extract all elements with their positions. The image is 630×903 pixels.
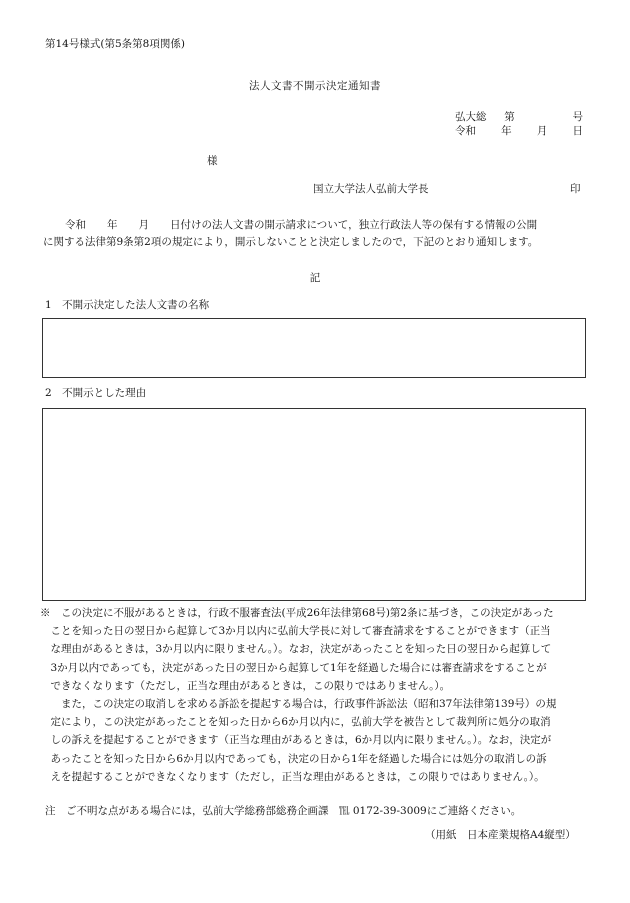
note-line: できなくなります（ただし，正当な理由があるときは，この限りではありません。）。 xyxy=(40,679,451,692)
seal-mark: 印 xyxy=(570,183,581,195)
date-day: 日 xyxy=(572,125,583,137)
doc-number-dai: 第 xyxy=(504,111,515,123)
note-line: また，この決定の取消しを求める訴訟を提起する場合は，行政事件訴訟法（昭和37年法律第139号）の規 xyxy=(40,698,557,711)
note-line: あったことを知った日から6か月以内であっても，決定の日から1年を経過した場合には処分の取消しの訴 xyxy=(40,752,547,765)
section1-heading: 1 不開示決定した法人文書の名称 xyxy=(45,299,210,311)
note-line: 定により，この決定があったことを知った日から6か月以内に，弘前大学を被告として裁判所に処分の取消 xyxy=(40,716,551,729)
recipient-suffix: 様 xyxy=(207,155,218,167)
notice-body xyxy=(43,217,591,251)
sender-name: 国立大学法人弘前大学長 xyxy=(313,183,429,195)
section2-heading: 2 不開示とした理由 xyxy=(45,387,147,399)
doc-number-prefix: 弘大総 xyxy=(455,111,487,123)
form-number: 第14号様式(第5条第8項関係) xyxy=(45,38,185,50)
document-name-box[interactable] xyxy=(42,318,586,378)
date-row xyxy=(455,125,583,139)
date-month: 月 xyxy=(536,125,548,137)
appeal-notes xyxy=(40,604,592,786)
date-era: 令和 xyxy=(455,125,476,137)
body-line: 令和 年 月 日付けの法人文書の開示請求について，独立行政法人等の保有する情報の公開 xyxy=(65,219,538,231)
note-line: えを提起することができなくなります（ただし，正当な理由があるときは，この限りではありません。）。 xyxy=(40,770,545,783)
note-line: ※ この決定に不服があるときは，行政不服審査法(平成26年法律第68号)第2条に基づき，この決定があった xyxy=(40,607,554,619)
contact-footnote: 注 ご不明な点がある場合には，弘前大学総務部総務企画課 ℡ 0172-39-3009にご連絡ください。 xyxy=(45,805,522,817)
note-line: しの訴えを提起することができます（正当な理由があるときは，6か月以内に限りません。）。なお，決定が xyxy=(40,734,552,747)
paper-size-note: （用紙 日本産業規格A4縦型） xyxy=(425,829,576,841)
note-line: ことを知った日の翌日から起算して3か月以内に弘前大学長に対して審査請求をすることができます（正当 xyxy=(40,625,551,638)
body-line: に関する法律第9条第2項の規定により，開示しないことと決定しましたので，下記のとおり通知します。 xyxy=(43,235,539,248)
note-line: な理由があるときは，3か月以内に限りません。）。なお，決定があったことを知った日の翌日から起算して xyxy=(40,643,552,656)
doc-number-go: 号 xyxy=(572,111,583,123)
ki-heading: 記 xyxy=(309,272,321,284)
document-title: 法人文書不開示決定通知書 xyxy=(249,80,381,92)
note-line: 3か月以内であっても，決定があった日の翌日から起算して1年を経過した場合には審査請求をすることが xyxy=(40,661,547,674)
document-number-row xyxy=(455,111,583,125)
reason-box[interactable] xyxy=(42,408,586,601)
date-year: 年 xyxy=(501,125,512,137)
